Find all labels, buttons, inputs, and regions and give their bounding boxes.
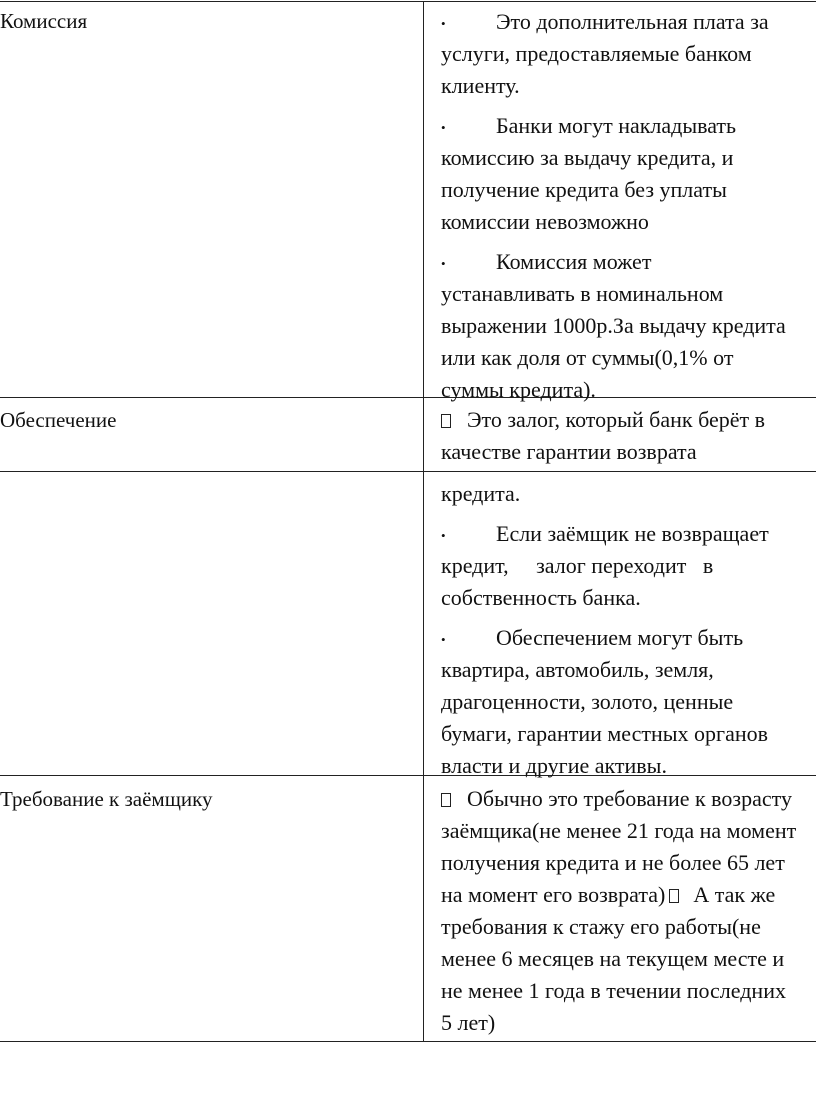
paragraph xyxy=(441,478,816,510)
text-line: Обычно это требование к возрасту xyxy=(467,786,792,811)
bullet-icon: • xyxy=(441,15,446,31)
paragraph xyxy=(441,783,816,1039)
paragraph xyxy=(441,246,816,406)
text-line: Это дополнительная плата за xyxy=(496,9,769,34)
text-line: комиссии невозможно xyxy=(441,209,649,234)
text-line: Это залог, который банк берёт в xyxy=(467,407,766,432)
text-line: заёмщика(не менее 21 года на момент xyxy=(441,818,797,843)
column-divider xyxy=(423,1,424,1042)
text-line: драгоценности, золото, ценные xyxy=(441,689,734,714)
term-commission: Комиссия xyxy=(0,9,88,33)
text-line: на момент его возврата) xyxy=(441,882,666,907)
definition-collateral-continued xyxy=(441,478,816,790)
bullet-icon: • xyxy=(441,255,446,271)
paragraph xyxy=(441,404,816,468)
text-line: качестве гарантии возврата xyxy=(441,439,697,464)
text-line: не менее 1 года в течении последних xyxy=(441,978,786,1003)
text-line: услуги, предоставляемые банком xyxy=(441,41,752,66)
text-line: суммы кредита). xyxy=(441,377,596,402)
text-line: клиенту. xyxy=(441,73,520,98)
text-line: комиссию за выдачу кредита, и xyxy=(441,145,734,170)
term-borrower-requirement: Требование к заёмщику xyxy=(0,787,213,811)
definition-commission xyxy=(441,6,816,414)
bullet-icon: • xyxy=(441,119,446,135)
checkbox-glyph-icon xyxy=(441,793,451,807)
text-line: получение кредита без уплаты xyxy=(441,177,727,202)
bullet-icon: • xyxy=(441,527,446,543)
text-line: 5 лет) xyxy=(441,1010,496,1035)
text-line: бумаги, гарантии местных органов xyxy=(441,721,769,746)
bullet-icon: • xyxy=(441,631,446,647)
paragraph xyxy=(441,110,816,238)
table-top-border xyxy=(0,1,816,2)
text-line: кредит, залог переходит в xyxy=(441,553,714,578)
text-line: власти и другие активы. xyxy=(441,753,667,778)
text-line: Комиссия может xyxy=(496,249,652,274)
definition-collateral xyxy=(441,404,816,476)
text-line: выражении 1000р.За выдачу кредита xyxy=(441,313,786,338)
checkbox-glyph-icon xyxy=(441,414,451,428)
text-line: требования к стажу его работы(не xyxy=(441,914,761,939)
term-collateral: Обеспечение xyxy=(0,408,117,432)
checkbox-glyph-icon xyxy=(669,889,679,903)
text-line: устанавливать в номинальном xyxy=(441,281,724,306)
text-line: Банки могут накладывать xyxy=(496,113,737,138)
text-line: Обеспечением могут быть xyxy=(496,625,744,650)
text-line-continuation: А так же xyxy=(693,882,776,907)
text-line: собственность банка. xyxy=(441,585,641,610)
paragraph xyxy=(441,518,816,614)
text-line: кредита. xyxy=(441,481,521,506)
definition-borrower-requirement xyxy=(441,783,816,1047)
text-line: Если заёмщик не возвращает xyxy=(496,521,769,546)
text-line: или как доля от суммы(0,1% от xyxy=(441,345,734,370)
text-line: квартира, автомобиль, земля, xyxy=(441,657,714,682)
text-line: получения кредита и не более 65 лет xyxy=(441,850,785,875)
paragraph xyxy=(441,622,816,782)
paragraph xyxy=(441,6,816,102)
text-line: менее 6 месяцев на текущем месте и xyxy=(441,946,785,971)
